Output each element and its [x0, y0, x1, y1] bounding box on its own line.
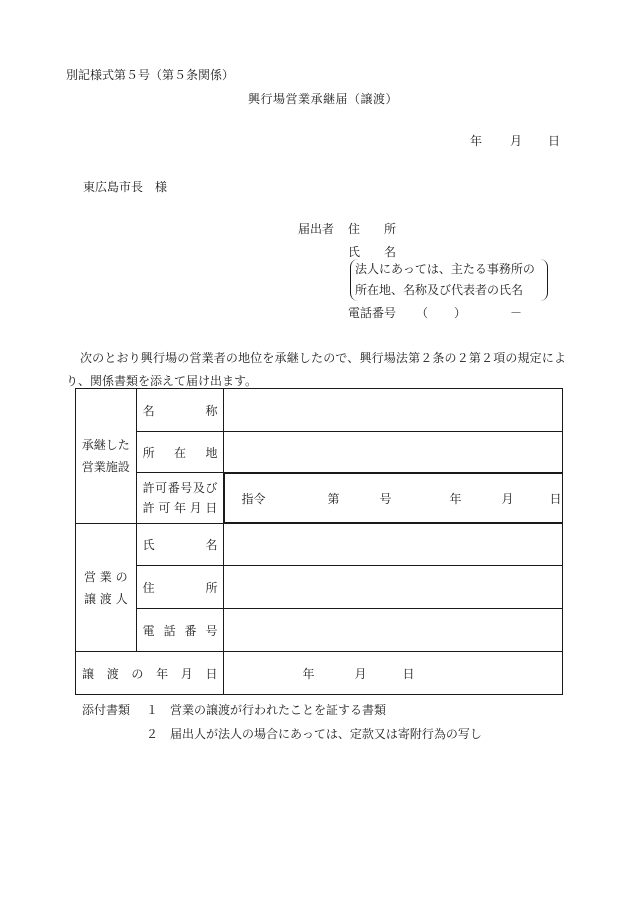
transfer-day-label: 日 — [402, 666, 415, 681]
attachment-no: １ — [146, 703, 159, 717]
person-address-label: 住 所 — [136, 566, 224, 609]
permit-year-label: 年 — [449, 491, 462, 506]
phone-open-paren: （ — [416, 306, 429, 320]
transfer-date-value[interactable] — [224, 652, 563, 695]
facility-location-value[interactable] — [224, 432, 563, 473]
addressee: 東広島市長 様 — [83, 180, 168, 194]
submission-date — [470, 132, 560, 149]
attachment-no: ２ — [146, 727, 159, 741]
attachments — [82, 698, 482, 746]
transferor-group-line2: 譲 渡 人 — [84, 591, 128, 606]
person-phone-label: 電 話 番 号 — [136, 609, 224, 652]
facility-name-value[interactable] — [224, 389, 563, 432]
facility-group-cell — [76, 389, 137, 524]
application-table — [75, 388, 563, 695]
phone-label: 電話番号 — [348, 306, 397, 320]
date-month-label: 月 — [510, 134, 523, 148]
applicant-phone — [348, 304, 522, 321]
person-name-label: 氏 名 — [136, 524, 224, 566]
person-phone-value[interactable] — [224, 609, 563, 652]
facility-group-line1: 承継した — [81, 438, 130, 452]
body-text: 次のとおり興行場の営業者の地位を承継したので、興行場法第２条の２第２項の規定により、関係書類を添えて届け出ます。 — [66, 351, 566, 388]
transfer-date-label: 譲 渡 の 年 月 日 — [76, 652, 224, 695]
corporation-note-line1: 法人にあっては、主たる事務所の — [355, 262, 535, 276]
document-title: 興行場営業承継届（譲渡） — [248, 92, 399, 106]
permit-go-label: 号 — [379, 491, 392, 506]
applicant-block — [298, 218, 396, 264]
permit-value[interactable] — [224, 473, 562, 523]
attachment-text: 営業の譲渡が行われたことを証する書類 — [170, 703, 387, 717]
facility-location-label: 所 在 地 — [136, 432, 224, 473]
permit-day-label: 日 — [549, 491, 562, 506]
applicant-name-label: 氏 名 — [348, 245, 397, 259]
transferor-group-cell — [76, 524, 137, 652]
corporation-note-line2: 所在地、名称及び代表者の氏名 — [355, 283, 524, 297]
permit-month-label: 月 — [501, 491, 514, 506]
transfer-month-label: 月 — [354, 666, 367, 681]
corporation-note — [350, 259, 548, 301]
transfer-year-label: 年 — [302, 666, 315, 681]
phone-close-paren: ） — [454, 306, 467, 320]
phone-dash: － — [510, 306, 523, 320]
permit-no-label: 第 — [327, 491, 340, 506]
facility-group-line2: 営業施設 — [81, 460, 130, 474]
form-code: 別記様式第５号（第５条関係） — [66, 68, 235, 82]
permit-prefix: 指令 — [241, 491, 266, 506]
person-address-value[interactable] — [224, 566, 563, 609]
applicant-label: 届出者 — [298, 222, 335, 236]
transferor-group-line1: 営 業 の — [84, 569, 128, 584]
date-year-label: 年 — [470, 134, 483, 148]
attachments-heading: 添付書類 — [82, 703, 131, 717]
date-day-label: 日 — [548, 134, 561, 148]
attachment-text: 届出人が法人の場合にあっては、定款又は寄附行為の写し — [170, 727, 482, 741]
person-name-value[interactable] — [224, 524, 563, 566]
applicant-address-label: 住 所 — [348, 222, 397, 236]
permit-label: 許 可 番 号 及 び 許 可 年 月 日 — [136, 473, 224, 524]
facility-name-label: 名 称 — [136, 389, 224, 432]
